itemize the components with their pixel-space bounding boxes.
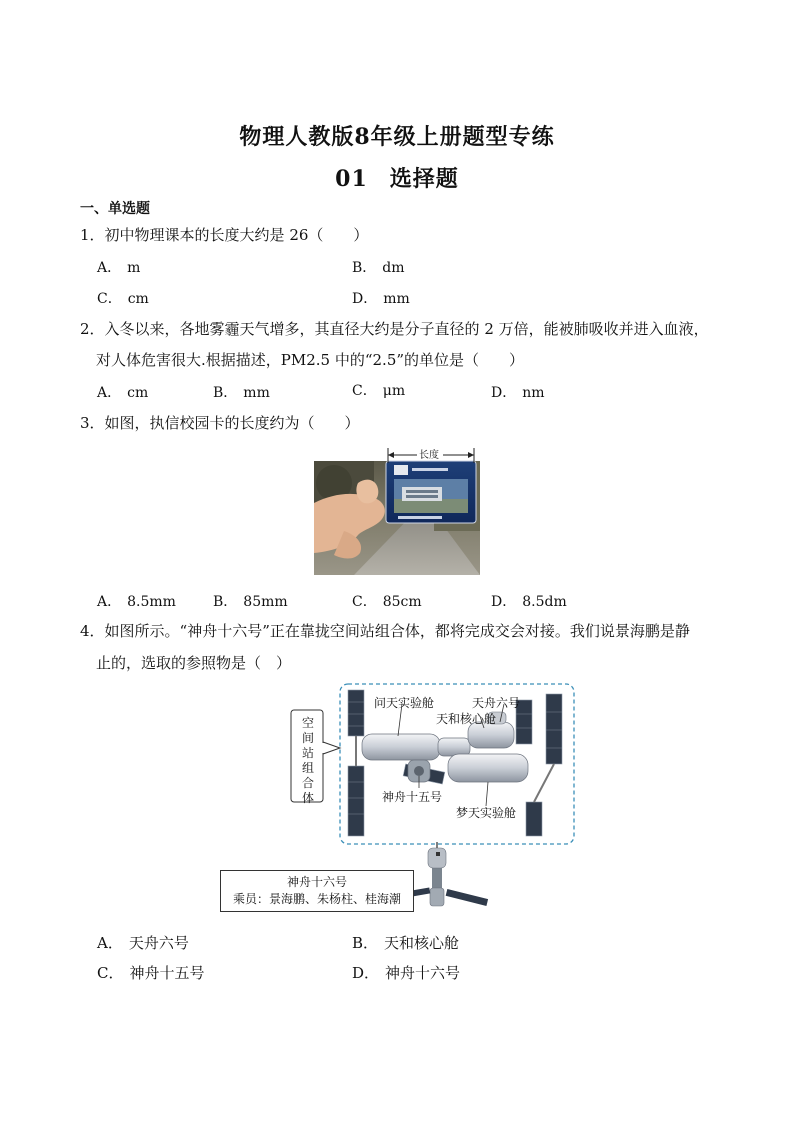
question-3-option-b: B． 85mm	[213, 594, 288, 610]
page-title: 物理人教版8年级上册题型专练	[239, 124, 555, 150]
question-4-option-a: A． 天舟六号	[97, 934, 189, 952]
question-3-option-a: A． 8.5mm	[97, 594, 176, 610]
label-mengtian: 梦天实验舱	[456, 806, 517, 820]
label-tianhe: 天和核心舱	[436, 712, 497, 726]
page-subtitle	[0, 162, 794, 193]
question-2-option-d: D． nm	[491, 385, 545, 401]
station-side-label: 空间站组合体	[301, 716, 314, 805]
question-1-stem: 1．初中物理课本的长度大约是 26（ ）	[80, 226, 369, 244]
question-2-option-c: C． μm	[352, 383, 406, 399]
callout-crew: 乘员：景海鹏、朱杨柱、桂海潮	[232, 892, 401, 906]
campus-card-photo	[314, 443, 480, 575]
question-2-stem-line2: 对人体危害很大.根据描述，PM2.5 中的“2.5”的单位是（ ）	[96, 351, 525, 369]
subtitle-text: 选择题	[389, 166, 459, 192]
question-1-option-d: D． mm	[352, 291, 410, 307]
question-2-option-b: B． mm	[213, 385, 270, 401]
label-tianzhou: 天舟六号	[472, 696, 521, 710]
section-heading: 一、单选题	[80, 201, 150, 217]
question-3-option-c: C． 85cm	[352, 594, 422, 610]
label-wentian: 问天实验舱	[374, 696, 435, 710]
card-length-label: 长度	[419, 450, 439, 461]
question-2-option-a: A． cm	[97, 385, 149, 401]
question-1-option-b: B． dm	[352, 260, 405, 276]
question-4-option-c: C． 神舟十五号	[97, 964, 205, 982]
question-3-option-d: D． 8.5dm	[491, 594, 567, 610]
question-3-stem: 3．如图，执信校园卡的长度约为（ ）	[80, 414, 360, 432]
callout-title: 神舟十六号	[286, 875, 347, 889]
shenzhou16-callout	[220, 870, 414, 912]
question-2-stem-line1: 2．入冬以来，各地雾霾天气增多，其直径大约是分子直径的 2 万倍，能被肺吸收并进入血液，	[80, 320, 709, 338]
question-4-stem-line2: 止的，选取的参照物是（ ）	[96, 654, 292, 672]
subtitle-number: 01	[335, 166, 368, 192]
question-4-stem-line1: 4．如图所示。“神舟十六号”正在靠拢空间站组合体，都将完成交会对接。我们说景海鹏是静	[80, 622, 690, 640]
label-shenzhou15: 神舟十五号	[382, 790, 443, 804]
question-1-option-a: A． m	[97, 260, 141, 276]
question-4-option-d: D． 神舟十六号	[352, 964, 461, 982]
question-1-option-c: C． cm	[97, 291, 149, 307]
question-4-option-b: B． 天和核心舱	[352, 934, 460, 952]
